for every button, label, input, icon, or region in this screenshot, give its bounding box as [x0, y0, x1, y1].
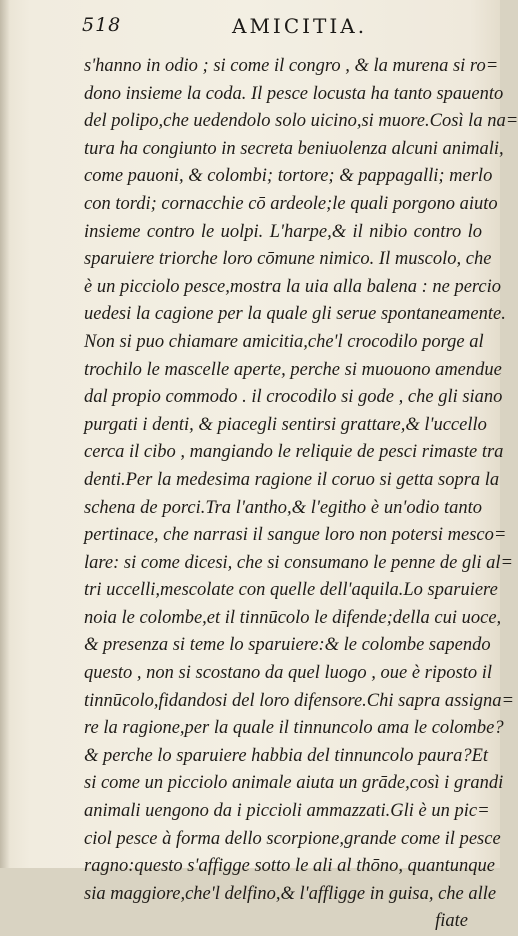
text-line: sia maggiore,che'l delfino,& l'affligge in guisa, che alle [84, 883, 497, 904]
text-line: purgati i denti, & piacegli sentirsi grattare,& l'uccello [84, 414, 487, 435]
catchword: fiate [435, 911, 468, 932]
text-line: con tordi; cornacchie cō ardeole;le quali porgono aiuto [84, 193, 498, 214]
text-line: uedesi la cagione per la quale gli serue spontaneamente. [84, 304, 506, 325]
text-line: s'hanno in odio ; si come il congro , & la murena si ro= [84, 56, 499, 76]
text-line: denti.Per la medesima ragione il coruo si getta sopra la [84, 469, 500, 490]
text-line: cerca il cibo , mangiando le reliquie de pesci rimaste tra [84, 442, 504, 463]
text-line: si come un picciolo animale aiuta un grāde,così i grandi [84, 773, 504, 794]
text-line: schena de porci.Tra l'antho,& l'egitho è un'odio tanto [84, 497, 482, 518]
text-line: ragno:questo s'affigge sotto le ali al thōno, quantunque [84, 856, 495, 877]
text-line: tinnūcolo,fidandosi del loro difensore.Chi sapra assigna= [84, 690, 514, 711]
text-line: dal propio commodo . il crocodilo si gode , che gli siano [84, 387, 503, 408]
text-line: & perche lo sparuiere habbia del tinnuncolo paura?Et [84, 745, 489, 766]
text-line: dono insieme la coda. Il pesce locusta ha tanto spauento [84, 83, 504, 104]
body-text [84, 53, 518, 936]
text-line: questo , non si scostano da quel luogo , oue è riposto il [84, 663, 493, 684]
text-line: è un picciolo pesce,mostra la uia alla balena : ne percio [84, 276, 502, 297]
text-line: trochilo le mascelle aperte, perche si muouono amendue [84, 359, 502, 380]
text-line: lare: si come dicesi, che si consumano le penne de gli al= [84, 552, 513, 573]
text-line: come pauoni, & colombi; tortore; & pappagalli; merlo [84, 166, 493, 187]
text-line: sparuiere triorche loro cōmune nimico. Il muscolo, che [84, 249, 492, 270]
text-line: del polipo,che uedendolo solo uicino,si muore.Così la na= [84, 111, 518, 132]
page-header [82, 14, 476, 42]
text-line: animali uengono da i piccioli ammazzati.Gli è un pic= [84, 801, 490, 822]
text-line: Non si puo chiamare amicitia,che'l crocodilo porge al [84, 331, 484, 352]
text-line: re la ragione,per la quale il tinnuncolo ama le colombe? [84, 718, 504, 739]
text-line: ciol pesce à forma dello scorpione,grande come il pesce [84, 828, 501, 849]
text-line: pertinace, che narrasi il sangue loro non potersi mesco= [84, 525, 507, 546]
text-line: noia le colombe,et il tinnūcolo le difende;della cui uoce, [84, 607, 502, 628]
text-line: insieme contro le uolpi. L'harpe,& il nibio contro lo [84, 221, 482, 242]
page-number: 518 [82, 14, 122, 36]
running-title: AMICITIA. [232, 14, 368, 38]
text-line: & presenza si teme lo sparuiere:& le colombe sapendo [84, 635, 491, 656]
text-line: tura ha congiunto in secreta beniuolenza alcuni animali, [84, 138, 504, 159]
text-line: tri uccelli,mescolate con quelle dell'aquila.Lo sparuiere [84, 580, 498, 601]
gutter-shadow [0, 0, 10, 868]
